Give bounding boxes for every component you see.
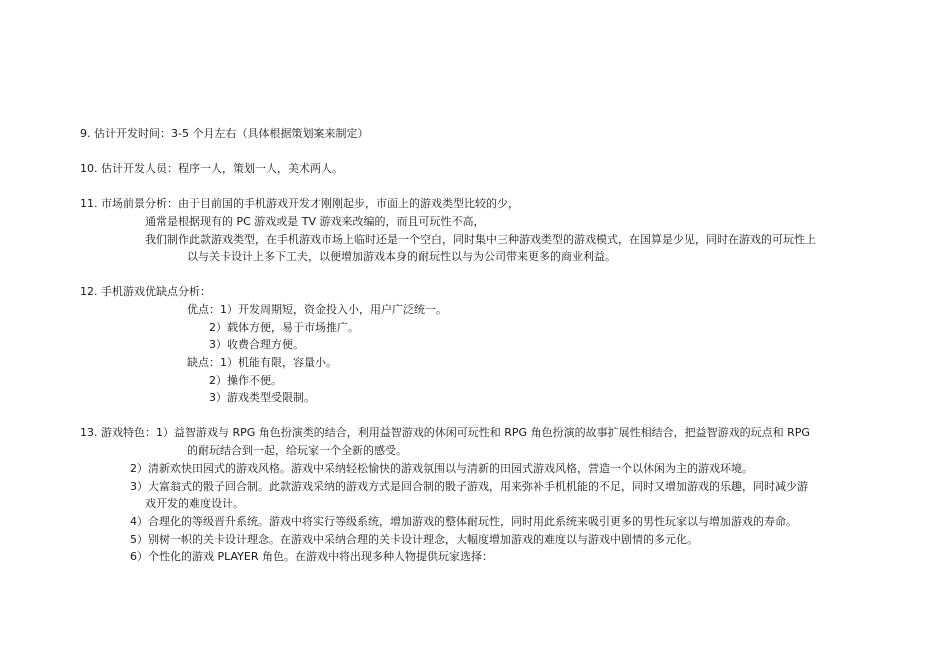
item-11-market-line-4: 以与关卡设计上多下工夫，以便增加游戏本身的耐玩性以与为公司带来更多的商业利益。 [187, 250, 616, 263]
item-11-market-line-3: 我们制作此款游戏类型，在手机游戏市场上临时还是一个空白，同时集中三种游戏类型的游戏模式，在国算是少见，同时在游戏的可玩性上 [145, 233, 816, 246]
item-13-feature-3-cont: 戏开发的难度设计。 [145, 497, 244, 510]
item-13-feature-1: 13. 游戏特色：1）益智游戏与 RPG 角色扮演类的结合，利用益智游戏的休闲可玩性和 RPG 角色扮演的故事扩展性相结合，把益智游戏的玩点和 RPG [80, 426, 810, 439]
item-12-cons-1: 缺点：1）机能有限，容量小。 [187, 356, 337, 369]
item-13-feature-6: 6）个性化的游戏 PLAYER 角色。在游戏中将出现多种人物提供玩家选择： [130, 550, 493, 563]
item-12-pros-1: 优点：1）开发周期短，资金投入小，用户广泛统一。 [187, 303, 447, 316]
item-13-feature-3: 3）大富翁式的骰子回合制。此款游戏采纳的游戏方式是回合制的骰子游戏，用来弥补手机机能的不足，同时又增加游戏的乐趣，同时减少游 [130, 480, 808, 493]
item-12-pros-2: 2）载体方便，易于市场推广。 [209, 321, 359, 334]
item-12-cons-2: 2）操作不便。 [209, 374, 282, 387]
item-11-market-line-2: 通常是根据现有的 PC 游戏或是 TV 游戏来改编的，而且可玩性不高， [145, 215, 485, 228]
item-13-feature-4: 4）合理化的等级晋升系统。游戏中将实行等级系统，增加游戏的整体耐玩性，同时用此系统来吸引更多的男性玩家以与增加游戏的寿命。 [130, 515, 797, 528]
item-13-feature-1-cont: 的耐玩结合到一起，给玩家一个全新的感受。 [187, 444, 407, 457]
item-13-feature-2: 2）清新欢快田园式的游戏风格。游戏中采纳轻松愉快的游戏氛围以与清新的田园式游戏风格，营造一个以休闲为主的游戏环境。 [130, 462, 753, 475]
item-12-cons-3: 3）游戏类型受限制。 [209, 391, 315, 404]
item-9-dev-time: 9. 估计开发时间：3-5 个月左右（具体根据策划案来制定） [80, 127, 369, 140]
item-13-feature-5: 5）别树一帜的关卡设计理念。在游戏中采纳合理的关卡设计理念，大幅度增加游戏的难度以与游戏中剧情的多元化。 [130, 533, 698, 546]
item-12-pros-3: 3）收费合理方便。 [209, 338, 304, 351]
item-12-heading: 12. 手机游戏优缺点分析： [80, 285, 211, 298]
item-11-market-line-1: 11. 市场前景分析：由于目前国的手机游戏开发才刚刚起步，市面上的游戏类型比较的少， [80, 197, 519, 210]
item-10-dev-staff: 10. 估计开发人员：程序一人，策划一人，美术两人。 [80, 162, 343, 175]
